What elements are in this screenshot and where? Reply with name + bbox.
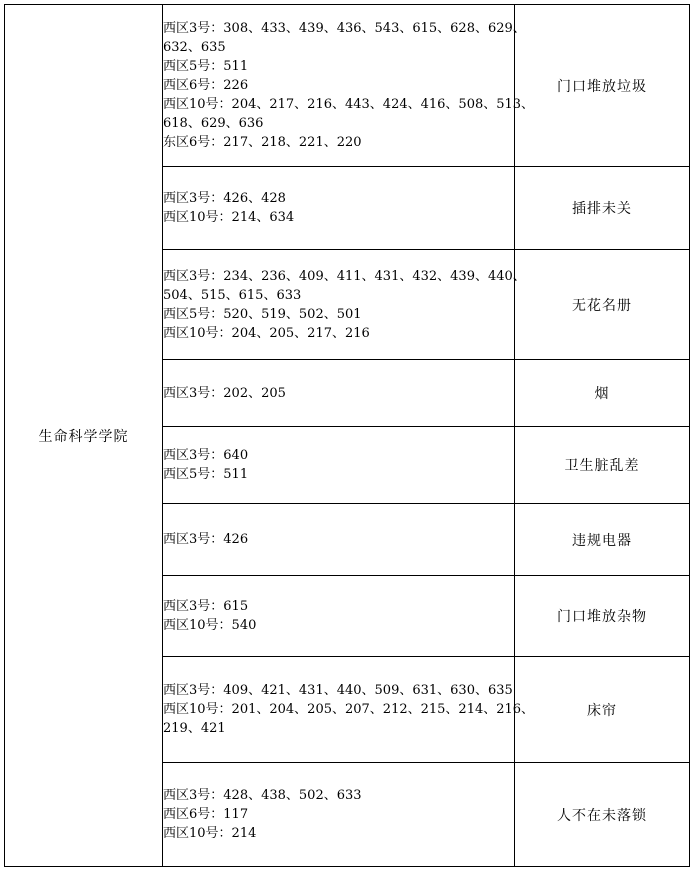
issue-label: 门口堆放杂物	[557, 609, 647, 625]
rooms-line: 西区3号：409、421、431、440、509、631、630、635	[163, 683, 513, 698]
rooms-line: 西区10号：540	[163, 618, 257, 633]
inspection-table	[4, 4, 690, 867]
rooms-cell	[163, 5, 535, 167]
issue-label: 卫生脏乱差	[564, 458, 640, 474]
rooms-line: 618、629、636	[163, 116, 264, 131]
issue-label: 无花名册	[572, 297, 632, 314]
rooms-line: 西区3号：234、236、409、411、431、432、439、440、	[163, 268, 526, 284]
rooms-cell	[163, 504, 515, 576]
rooms-line: 西区3号：615	[163, 599, 249, 614]
rooms-line: 西区10号：204、217、216、443、424、416、508、513、	[163, 97, 535, 112]
issue-cell	[515, 250, 690, 360]
rooms-line: 西区10号：214、634	[163, 210, 295, 225]
rooms-cell	[163, 763, 515, 867]
issue-cell	[515, 657, 690, 763]
issue-label: 违规电器	[572, 532, 632, 549]
issue-label: 烟	[594, 386, 610, 402]
issue-cell	[515, 504, 690, 576]
rooms-cell	[163, 657, 535, 763]
rooms-cell	[163, 360, 515, 427]
issue-label: 门口堆放垃圾	[557, 78, 647, 95]
issue-cell	[515, 5, 690, 167]
issue-cell	[515, 427, 690, 504]
rooms-line: 西区5号：511	[163, 467, 249, 482]
rooms-line: 西区3号：308、433、439、436、543、615、628、629、	[163, 21, 526, 36]
rooms-line: 西区6号：226	[163, 78, 249, 93]
rooms-cell	[163, 167, 515, 250]
issue-label: 插排未关	[572, 201, 632, 217]
issue-cell	[515, 763, 690, 867]
rooms-line: 西区10号：201、204、205、207、212、215、214、216、	[163, 702, 535, 717]
rooms-line: 西区3号：426	[163, 532, 249, 547]
rooms-cell	[163, 427, 515, 504]
rooms-line: 西区10号：214	[163, 826, 257, 841]
college-name: 生命科学学院	[38, 428, 129, 445]
rooms-cell	[163, 576, 515, 657]
rooms-line: 东区6号：217、218、221、220	[163, 135, 362, 150]
rooms-line: 西区3号：640	[163, 448, 249, 463]
rooms-cell	[163, 250, 526, 360]
rooms-line: 西区10号：204、205、217、216	[163, 325, 370, 341]
rooms-line: 西区5号：511	[163, 59, 249, 74]
college-cell	[5, 5, 163, 867]
issue-label: 人不在未落锁	[557, 807, 647, 824]
rooms-line: 西区5号：520、519、502、501	[163, 306, 362, 322]
rooms-line: 632、635	[163, 40, 226, 55]
rooms-line: 西区3号：428、438、502、633	[163, 788, 362, 803]
table-row	[5, 5, 690, 167]
issue-label: 床帘	[587, 702, 617, 719]
rooms-line: 219、421	[163, 721, 226, 736]
issue-cell	[515, 576, 690, 657]
issue-cell	[515, 360, 690, 427]
issue-cell	[515, 167, 690, 250]
rooms-line: 西区3号：426、428	[163, 191, 286, 206]
rooms-line: 西区6号：117	[163, 807, 249, 822]
rooms-line: 西区3号：202、205	[163, 385, 286, 401]
rooms-line: 504、515、615、633	[163, 287, 302, 303]
